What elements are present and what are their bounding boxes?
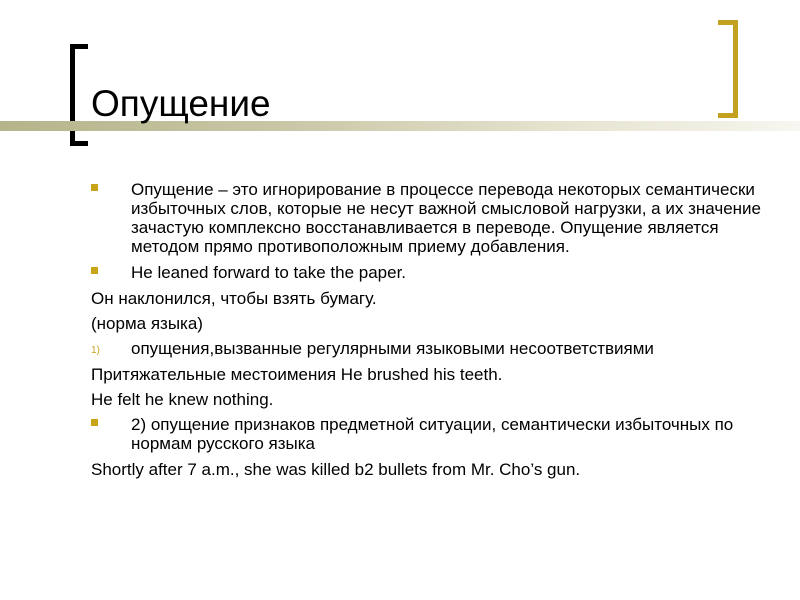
- body-line: (норма языка): [91, 314, 203, 333]
- square-bullet-icon: [91, 184, 98, 191]
- bullet-item: [91, 263, 771, 282]
- bullet-item: [91, 415, 771, 453]
- slide-title: Опущение: [91, 83, 271, 124]
- list-number: 1): [91, 345, 100, 356]
- slide-body: [91, 180, 771, 485]
- bullet-text: 2) опущение признаков предметной ситуации, семантически избыточных по нормам русского языка: [131, 415, 734, 453]
- square-bullet-icon: [91, 419, 98, 426]
- body-line: Shortly after 7 a.m., she was killed b2 bullets from Mr. Cho’s gun.: [91, 460, 581, 479]
- body-line: Притяжательные местоимения He brushed his teeth.: [91, 365, 503, 384]
- numbered-item: [91, 339, 771, 358]
- bullet-text: He leaned forward to take the paper.: [131, 263, 407, 282]
- body-line: Он наклонился, чтобы взять бумагу.: [91, 289, 377, 308]
- bullet-item: [91, 180, 771, 256]
- right-bracket-decoration: [718, 20, 738, 118]
- body-line: He felt he knew nothing.: [91, 390, 274, 409]
- square-bullet-icon: [91, 267, 98, 274]
- bullet-text: Опущение – это игнорирование в процессе перевода некоторых семантически избыточных слов, которые не несут важной смысловой нагрузки, а их значение зачастую комплексно восстанавливается в переводе. Опущение является методом прямо противоположным приему добавления.: [131, 180, 761, 256]
- numbered-text: опущения,вызванные регулярными языковыми несоответствиями: [131, 339, 654, 358]
